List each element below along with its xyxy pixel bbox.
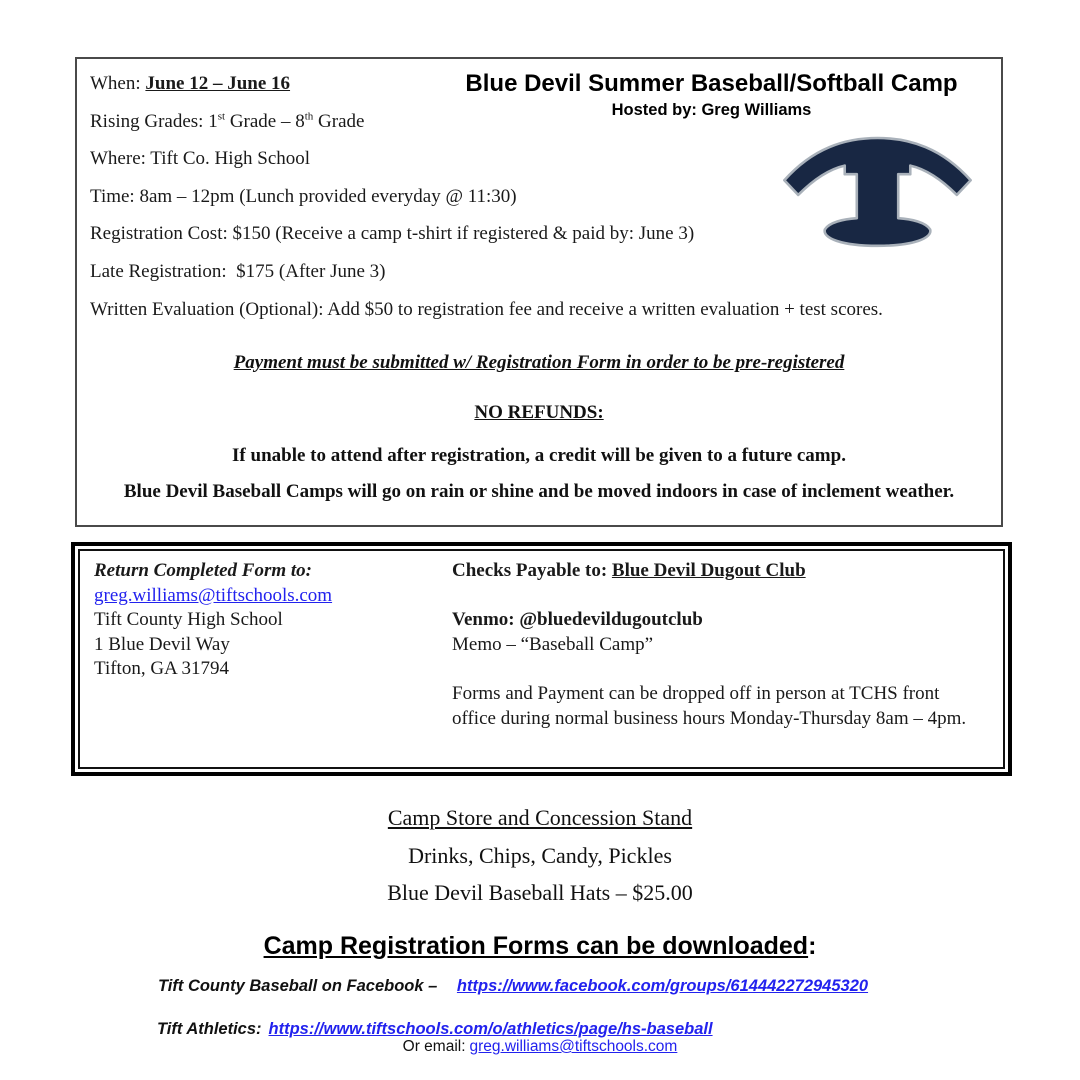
checks-payable-label: Checks Payable to: [452, 560, 612, 581]
camp-info-box [75, 57, 1003, 527]
downloads-heading [0, 932, 1080, 961]
checks-payee: Blue Devil Dugout Club [611, 560, 806, 581]
return-address-column [94, 559, 332, 682]
no-refunds-heading: NO REFUNDS: [474, 402, 604, 423]
return-email-link[interactable]: greg.williams@tiftschools.com [94, 584, 333, 606]
late-registration-line: Late Registration: $175 (After June 3) [90, 260, 386, 282]
address-city: Tifton, GA 31794 [94, 658, 229, 680]
payment-notice: Payment must be submitted w/ Registration Form in order to be pre-registered [233, 352, 845, 373]
facebook-label: Tift County Baseball on Facebook – [158, 977, 442, 995]
athletics-page-link[interactable]: https://www.tiftschools.com/o/athletics/page/hs-baseball [268, 1020, 713, 1038]
contact-email-link[interactable]: greg.williams@tiftschools.com [469, 1038, 678, 1055]
payment-return-box [71, 542, 1012, 776]
facebook-group-link[interactable]: https://www.facebook.com/groups/614442272945320 [456, 977, 869, 995]
weather-policy-line: Blue Devil Baseball Camps will go on rain or shine and be moved indoors in case of inclement weather. [123, 481, 955, 502]
camp-store-hats: Blue Devil Baseball Hats – $25.00 [387, 880, 693, 905]
downloads-heading-colon: : [808, 932, 817, 960]
email-label: Or email: [402, 1038, 466, 1055]
written-evaluation-line: Written Evaluation (Optional): Add $50 to registration fee and receive a written evaluation + test scores. [90, 298, 883, 320]
payment-methods-column [452, 559, 997, 731]
memo-line: Memo – “Baseball Camp” [452, 633, 654, 655]
downloads-heading-text: Camp Registration Forms can be downloaded [263, 932, 809, 960]
camp-policies [77, 352, 1001, 503]
camp-store-items: Drinks, Chips, Candy, Pickles [408, 842, 672, 868]
grades-suffix: Grade [313, 110, 365, 132]
venmo-line: Venmo: @bluedevildugoutclub [452, 609, 703, 631]
athletics-download-line [157, 1020, 713, 1039]
when-dates: June 12 – June 16 [145, 73, 291, 94]
checks-payable-line [452, 559, 997, 584]
flyer-title: Blue Devil Summer Baseball/Softball Camp [465, 70, 958, 97]
registration-cost-line: Registration Cost: $150 (Receive a camp t-shirt if registered & paid by: June 3) [90, 223, 695, 245]
when-line [90, 65, 883, 103]
camp-store-heading: Camp Store and Concession Stand [387, 805, 693, 830]
where-line: Where: Tift Co. High School [90, 148, 311, 170]
email-download-line [0, 1038, 1080, 1056]
return-form-heading: Return Completed Form to: [94, 560, 312, 581]
grades-mid: Grade – 8 [225, 110, 305, 132]
camp-info-list [90, 65, 883, 328]
camp-store-section [0, 799, 1080, 912]
address-street: 1 Blue Devil Way [94, 633, 230, 655]
flyer-subtitle: Hosted by: Greg Williams [611, 101, 812, 119]
grades-ordinal-st: st [217, 110, 226, 123]
time-line: Time: 8am – 12pm (Lunch provided everyday @ 11:30) [90, 185, 517, 207]
grades-line [90, 103, 883, 141]
address-school: Tift County High School [94, 609, 283, 631]
grades-ordinal-th: th [304, 110, 314, 123]
when-label: When: [90, 73, 146, 94]
athletics-label: Tift Athletics: [157, 1020, 262, 1038]
grades-prefix: Rising Grades: 1 [90, 110, 218, 132]
payment-return-box-inner [78, 549, 1005, 769]
facebook-download-line [158, 977, 868, 996]
dropoff-info: Forms and Payment can be dropped off in person at TCHS front office during normal business hours Monday-Thursday 8am – 4pm. [452, 682, 967, 729]
refund-policy-line: If unable to attend after registration, a credit will be given to a future camp. [232, 445, 846, 466]
